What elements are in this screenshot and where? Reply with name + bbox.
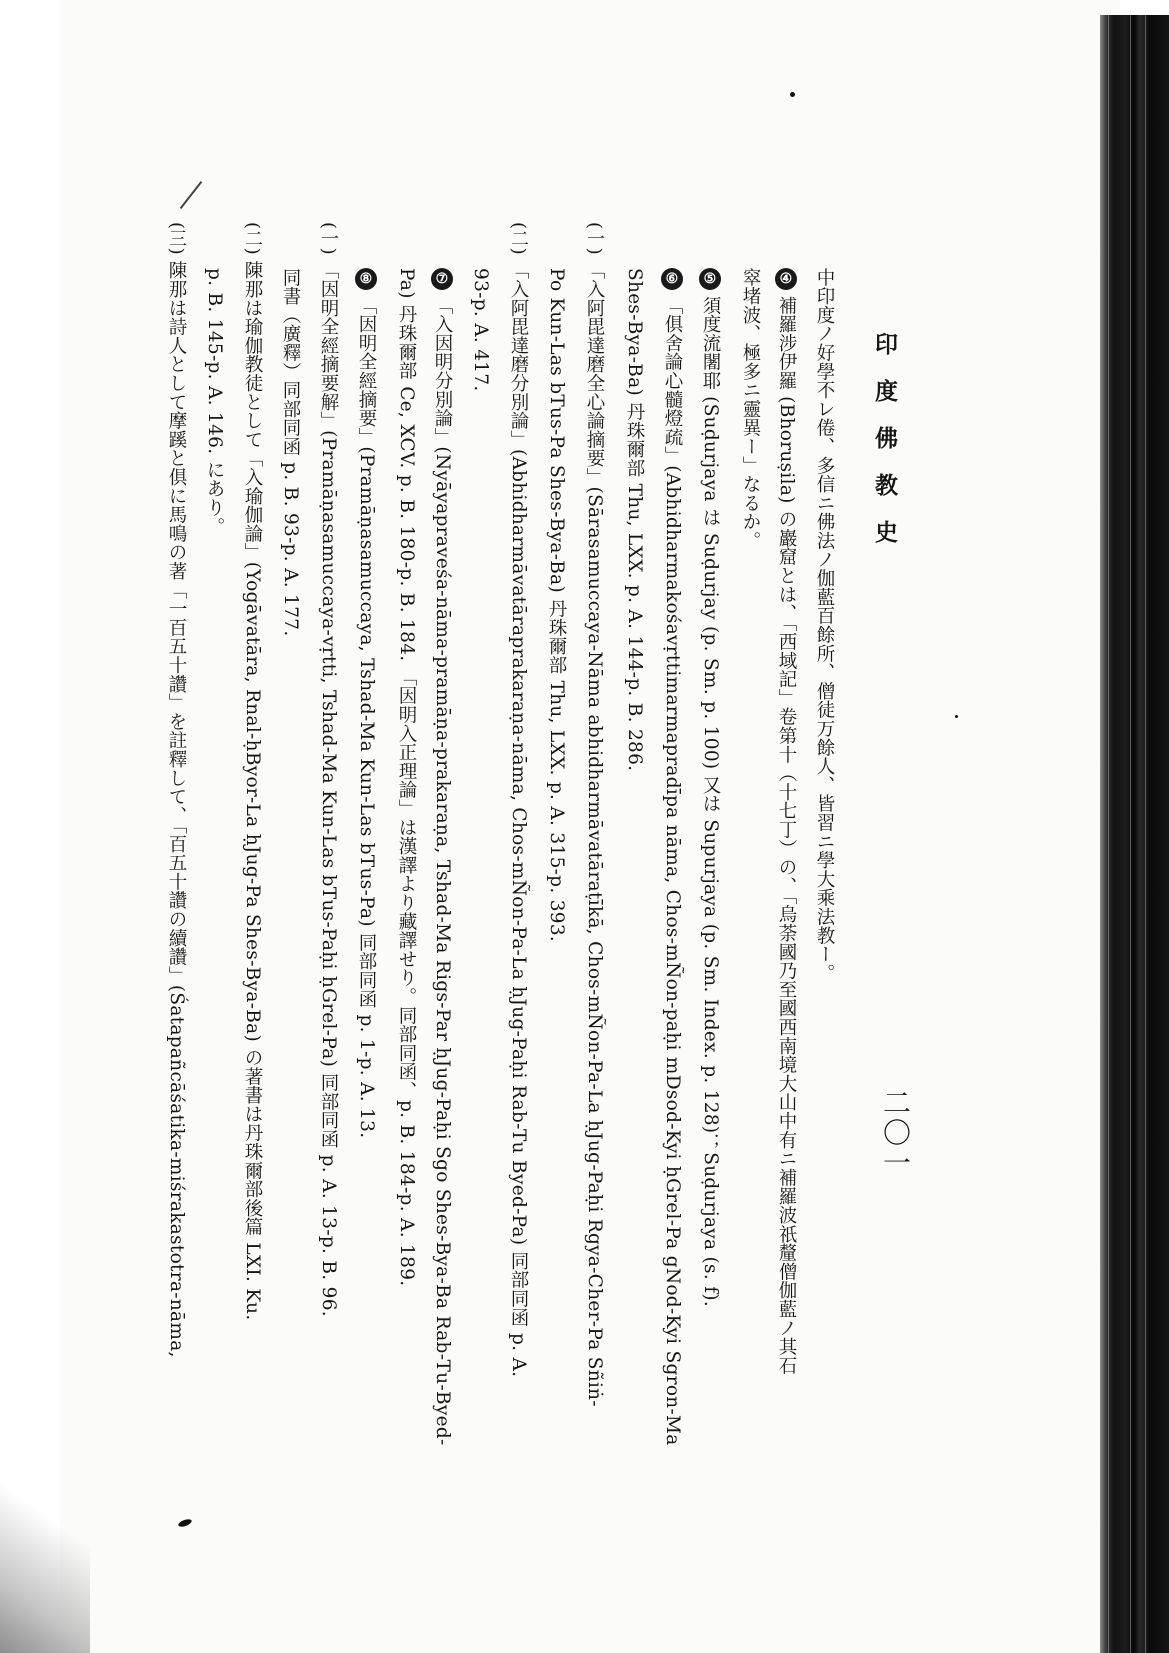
text-line-l12 [394, 268, 418, 1286]
page-number: 二〇一 [879, 1088, 912, 1178]
scan-shadow-corner [0, 1433, 90, 1653]
text-line-l18 [164, 222, 188, 1358]
text-line-l4 [698, 268, 722, 1307]
text-line-l6 [622, 268, 646, 771]
note-marker: ⑤ [699, 268, 721, 290]
line-text: 窣堵波、極多ニ靈異ー」なるか。 [740, 268, 761, 550]
line-text: 陳那は詩人として摩蹊と俱に馬鳴の著「一百五十讚」を註釋して、「百五十讚の續讚」(Śatapañcāśatika-miśrakastotra-nāma, [166, 260, 187, 1358]
note-marker: ⑧ [355, 268, 377, 290]
line-text: 93-p. A. 417. [470, 268, 491, 392]
text-line-l5 [660, 268, 684, 1446]
book-binding-edge [1100, 15, 1169, 1653]
note-marker: (三) [166, 222, 187, 255]
line-text: Po Kun-Las bTus-Pa Shes-Bya-Ba) 丹珠爾部 Thu, LXX. p. A. 315-p. 393. [546, 268, 567, 943]
text-line-l10 [468, 268, 492, 392]
line-text: 須度流闍耶 (Suḍurjaya は Suḍurjay (p. Sm. p. 100) 又は Supurjaya (p. Sm. Index. p. 128)；Suḍurjaya (s. f). [700, 296, 721, 1308]
text-line-l16 [240, 222, 264, 1321]
line-text: 「因明全經摘要」(Pramāṇasamuccaya, Tshad-Ma Kun-Las bTus-Pa) 同部同函 p. 1-p. A. 13. [356, 296, 377, 1139]
line-text: 「入阿毘達磨全心論摘要」(Sārasamuccaya-Nāma abhidharmāvatāraṭīkā, Chos-mÑon-Pa-La ḥJug-Paḥi Rgya-Cher-Pa Sñiṅ- [584, 260, 605, 1407]
text-line-l15 [278, 268, 302, 637]
text-line-l14 [316, 222, 340, 1317]
line-text: 陳那は瑜伽教徒として「入瑜伽論」(Yogāvatāra, Rnal-ḥByor-La ḥJug-Pa Shes-Bya-Ba) の著書は丹珠爾部後篇 LXI. Ku. [242, 260, 263, 1321]
note-marker: (一) [318, 222, 339, 255]
note-marker: (一) [584, 222, 605, 255]
text-line-l2 [774, 268, 798, 1375]
note-marker: ④ [775, 268, 797, 290]
note-marker: (二) [242, 222, 263, 255]
running-header: 印度佛教史 [871, 332, 898, 567]
line-text: 「入因明分別論」(Nyāyapraveśa-nāma-pramāṇa-prakaraṇa, Tshad-Ma Rigs-Par ḥJug-Paḥi Sgo Shes-Bya-Ba Rab-Tu-Byed- [432, 296, 453, 1446]
text-line-l9 [506, 222, 530, 1377]
line-text: 「入阿毘達磨分別論」(Abhidharmāvatāraprakaraṇa-nāma, Chos-mÑon-Pa-La ḥJug-Paḥi Rab-Tu Byed-Pa) 同部同函 p. A. [508, 260, 529, 1378]
text-line-l7 [582, 222, 606, 1407]
text-line-l3 [738, 268, 762, 550]
line-text: 「因明全經摘要解」(Pramāṇasamuccaya-vṛtti, Tshad-Ma Kun-Las bTus-Paḥi ḥGrel-Pa) 同部同函 p. A. 13-p. B. 96. [318, 260, 339, 1317]
note-marker: (二) [508, 222, 529, 255]
line-text: 同書（廣釋）同部同函 p. B. 93-p. A. 177. [280, 268, 301, 637]
line-text: Pa) 丹珠爾部 Ce, XCV. p. B. 180-p. B. 184. 「因明入正理論」は漢譯より藏譯せり。同部同函、p. B. 184-p. A. 189. [396, 268, 417, 1287]
line-text: p. B. 145-p. A. 146. にあり。 [204, 268, 225, 536]
note-marker: ⑥ [661, 268, 683, 290]
line-text: 補羅涉伊羅 (Bhoruṣila) の巖窟とは、「西域記」卷第十（十七丁）の、「烏荼國乃至國西南境大山中有ニ補羅波祇釐僧伽藍ノ其石 [776, 296, 797, 1375]
scan-speck [955, 715, 958, 718]
line-text: Shes-Bya-Ba) 丹珠爾部 Thu, LXX. p. A. 144-p. B. 286. [624, 268, 645, 772]
text-line-l11 [430, 268, 454, 1446]
scan-speck [790, 92, 795, 97]
text-line-l1 [812, 268, 836, 982]
line-text: 「俱舍論心髓燈疏」(Abhidharmakośavṛttimarmapradīpa nāma, Chos-mÑon-paḥi mDsod-Kyi ḥGrel-Pa gNod-Kyi Sgron-Ma [662, 296, 683, 1446]
text-line-l8 [544, 268, 568, 942]
text-line-l13 [354, 268, 378, 1138]
text-line-l17 [202, 268, 226, 536]
line-text: 中印度ノ好學不レ倦、多信ニ佛法ノ伽藍百餘所、僧徒万餘人、皆習ニ學大乘法教ー。 [814, 268, 835, 983]
note-marker: ⑦ [431, 268, 453, 290]
